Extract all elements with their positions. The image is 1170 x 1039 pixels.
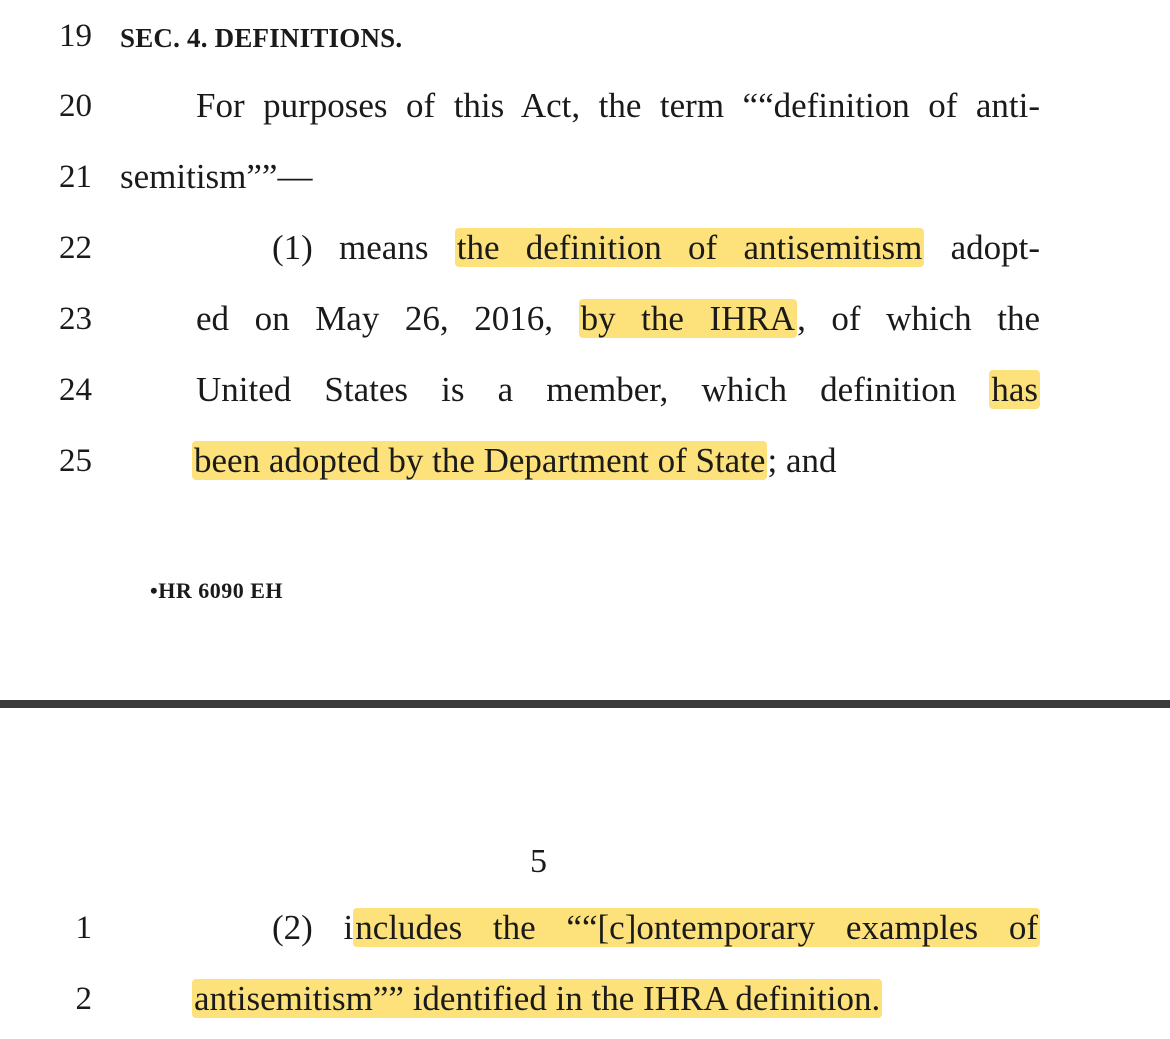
text-segment: adopt- [924,228,1040,267]
body-line [196,370,1040,410]
line-number: 22 [59,230,92,266]
body-line: semitism””— [120,157,313,196]
highlighted-text: by the IHRA [580,299,796,338]
section-heading: SEC. 4. DEFINITIONS. [120,23,403,53]
body-line [192,979,882,1019]
line-number: 1 [75,910,92,946]
line-number: 25 [59,443,92,479]
body-line: For purposes of this Act, the term ““definition of anti- [196,86,1040,125]
line-number: 21 [59,159,92,195]
body-line [272,908,1040,948]
line-number: 24 [59,372,92,408]
text-segment: ; and [767,441,837,480]
text-segment: ed on May 26, 2016, [196,299,579,338]
bill-id: •HR 6090 EH [150,578,283,603]
text-segment: United States is a member, which definition [196,370,990,409]
line-number: 19 [59,18,92,54]
text-segment: (2) i [272,908,354,947]
line-number: 2 [75,981,92,1017]
highlighted-text: ncludes the ““[c]ontemporary examples of [355,908,1038,947]
page-divider [0,700,1170,708]
page-number: 5 [530,843,547,880]
body-line [272,228,1040,268]
text-segment: , of which the [797,299,1040,338]
highlighted-text: antisemitism”” identified in the IHRA definition. [194,979,881,1018]
body-line [196,299,1040,339]
highlighted-text: has [991,370,1038,409]
highlighted-text: the definition of antisemitism [456,228,923,267]
text-segment: (1) means [272,228,455,267]
body-line [192,441,836,481]
line-number: 20 [59,88,92,124]
highlighted-text: been adopted by the Department of State [194,441,766,480]
line-number: 23 [59,301,92,337]
